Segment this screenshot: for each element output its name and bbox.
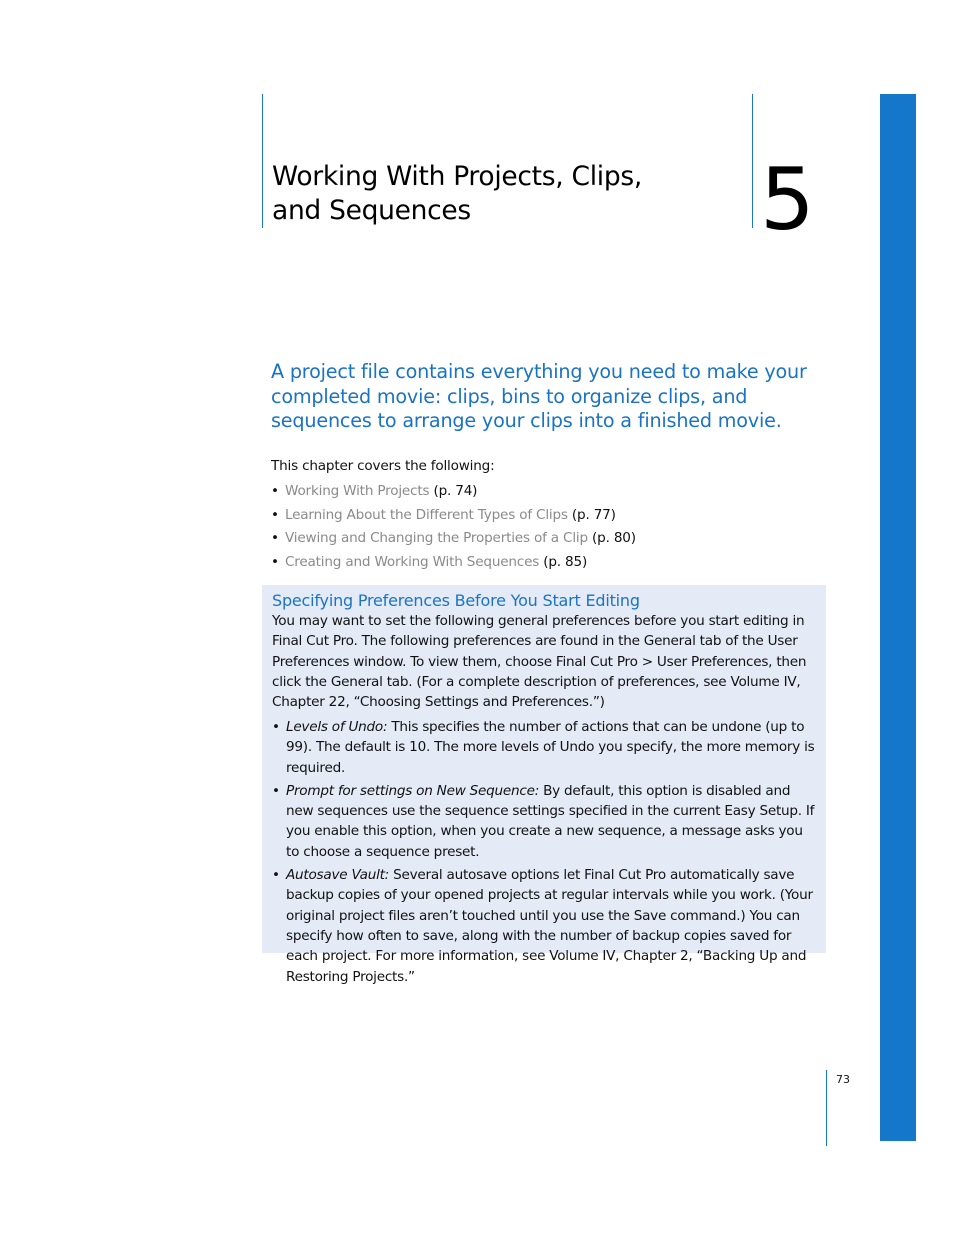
bullet-icon: • <box>272 782 280 799</box>
preference-term: Prompt for settings on New Sequence: <box>286 782 540 799</box>
bullet-icon: • <box>271 553 279 570</box>
preference-item <box>272 781 818 862</box>
toc-item <box>271 551 636 575</box>
chapter-toc <box>271 480 636 574</box>
preference-description: Several autosave options let Final Cut Pro automatically save backup copies of your opened projects at regular intervals while you work. (Your original project files aren’t touched until you use the Save command.) You can specify how often to save, along with the number of backup copies saved for each project. For more information, see Volume IV, Chapter 2, “Backing Up and Restoring Projects.” <box>286 867 813 985</box>
toc-link[interactable]: Learning About the Different Types of Clips <box>285 506 568 523</box>
toc-page-ref: (p. 77) <box>571 506 616 523</box>
page-number-rule <box>826 1070 827 1146</box>
sidebar-box-paragraph: You may want to set the following general preferences before you start editing in Final Cut Pro. The following preferences are found in the General tab of the User Preferences window. To view them, choose Final Cut Pro > User Preferences, then click the General tab. (For a complete description of preferences, see Volume IV, Chapter 22, “Choosing Settings and Preferences.”) <box>272 613 807 711</box>
chapter-title-line-1: Working With Projects, Clips, <box>272 161 642 192</box>
toc-page-ref: (p. 85) <box>543 553 588 570</box>
toc-item <box>271 504 636 528</box>
toc-page-ref: (p. 80) <box>592 530 636 546</box>
chapter-title-line-2: and Sequences <box>272 195 471 226</box>
preferences-list <box>272 717 818 990</box>
preference-description: This specifies the number of actions that can be undone (up to 99). The default is 10. The more levels of Undo you specify, the more memory is required. <box>286 719 815 776</box>
preference-item <box>272 717 818 778</box>
toc-item <box>271 480 636 504</box>
chapter-intro: A project file contains everything you need to make your completed movie: clips, bins to organize clips, and sequences to arrange your clips into a finished movie. <box>271 360 807 432</box>
chapter-title <box>272 160 642 228</box>
bullet-icon: • <box>271 530 279 546</box>
bullet-icon: • <box>272 719 280 735</box>
sidebar-box-title: Specifying Preferences Before You Start Editing <box>272 591 640 610</box>
bullet-icon: • <box>271 483 279 499</box>
preferences-sidebar-box <box>262 585 826 985</box>
toc-link[interactable]: Viewing and Changing the Properties of a Clip <box>285 530 588 546</box>
title-rule <box>262 94 263 228</box>
covers-label: This chapter covers the following: <box>271 458 495 474</box>
chapter-side-tab <box>880 94 916 1141</box>
preference-term: Autosave Vault: <box>286 867 390 884</box>
toc-link[interactable]: Working With Projects <box>285 483 430 499</box>
bullet-icon: • <box>272 867 280 884</box>
preference-description: By default, this option is disabled and new sequences use the sequence settings specified in the current Easy Setup. If you enable this option, when you create a new sequence, a message asks you to choose a sequence preset. <box>286 782 815 860</box>
preference-term: Levels of Undo: <box>286 719 388 735</box>
page-number: 73 <box>836 1073 850 1086</box>
preference-item <box>272 865 818 987</box>
chapter-number: 5 <box>760 150 815 250</box>
toc-link[interactable]: Creating and Working With Sequences <box>285 553 540 570</box>
toc-page-ref: (p. 74) <box>433 483 478 499</box>
chapter-number-rule <box>752 94 753 228</box>
bullet-icon: • <box>271 506 279 523</box>
toc-item <box>271 527 636 551</box>
